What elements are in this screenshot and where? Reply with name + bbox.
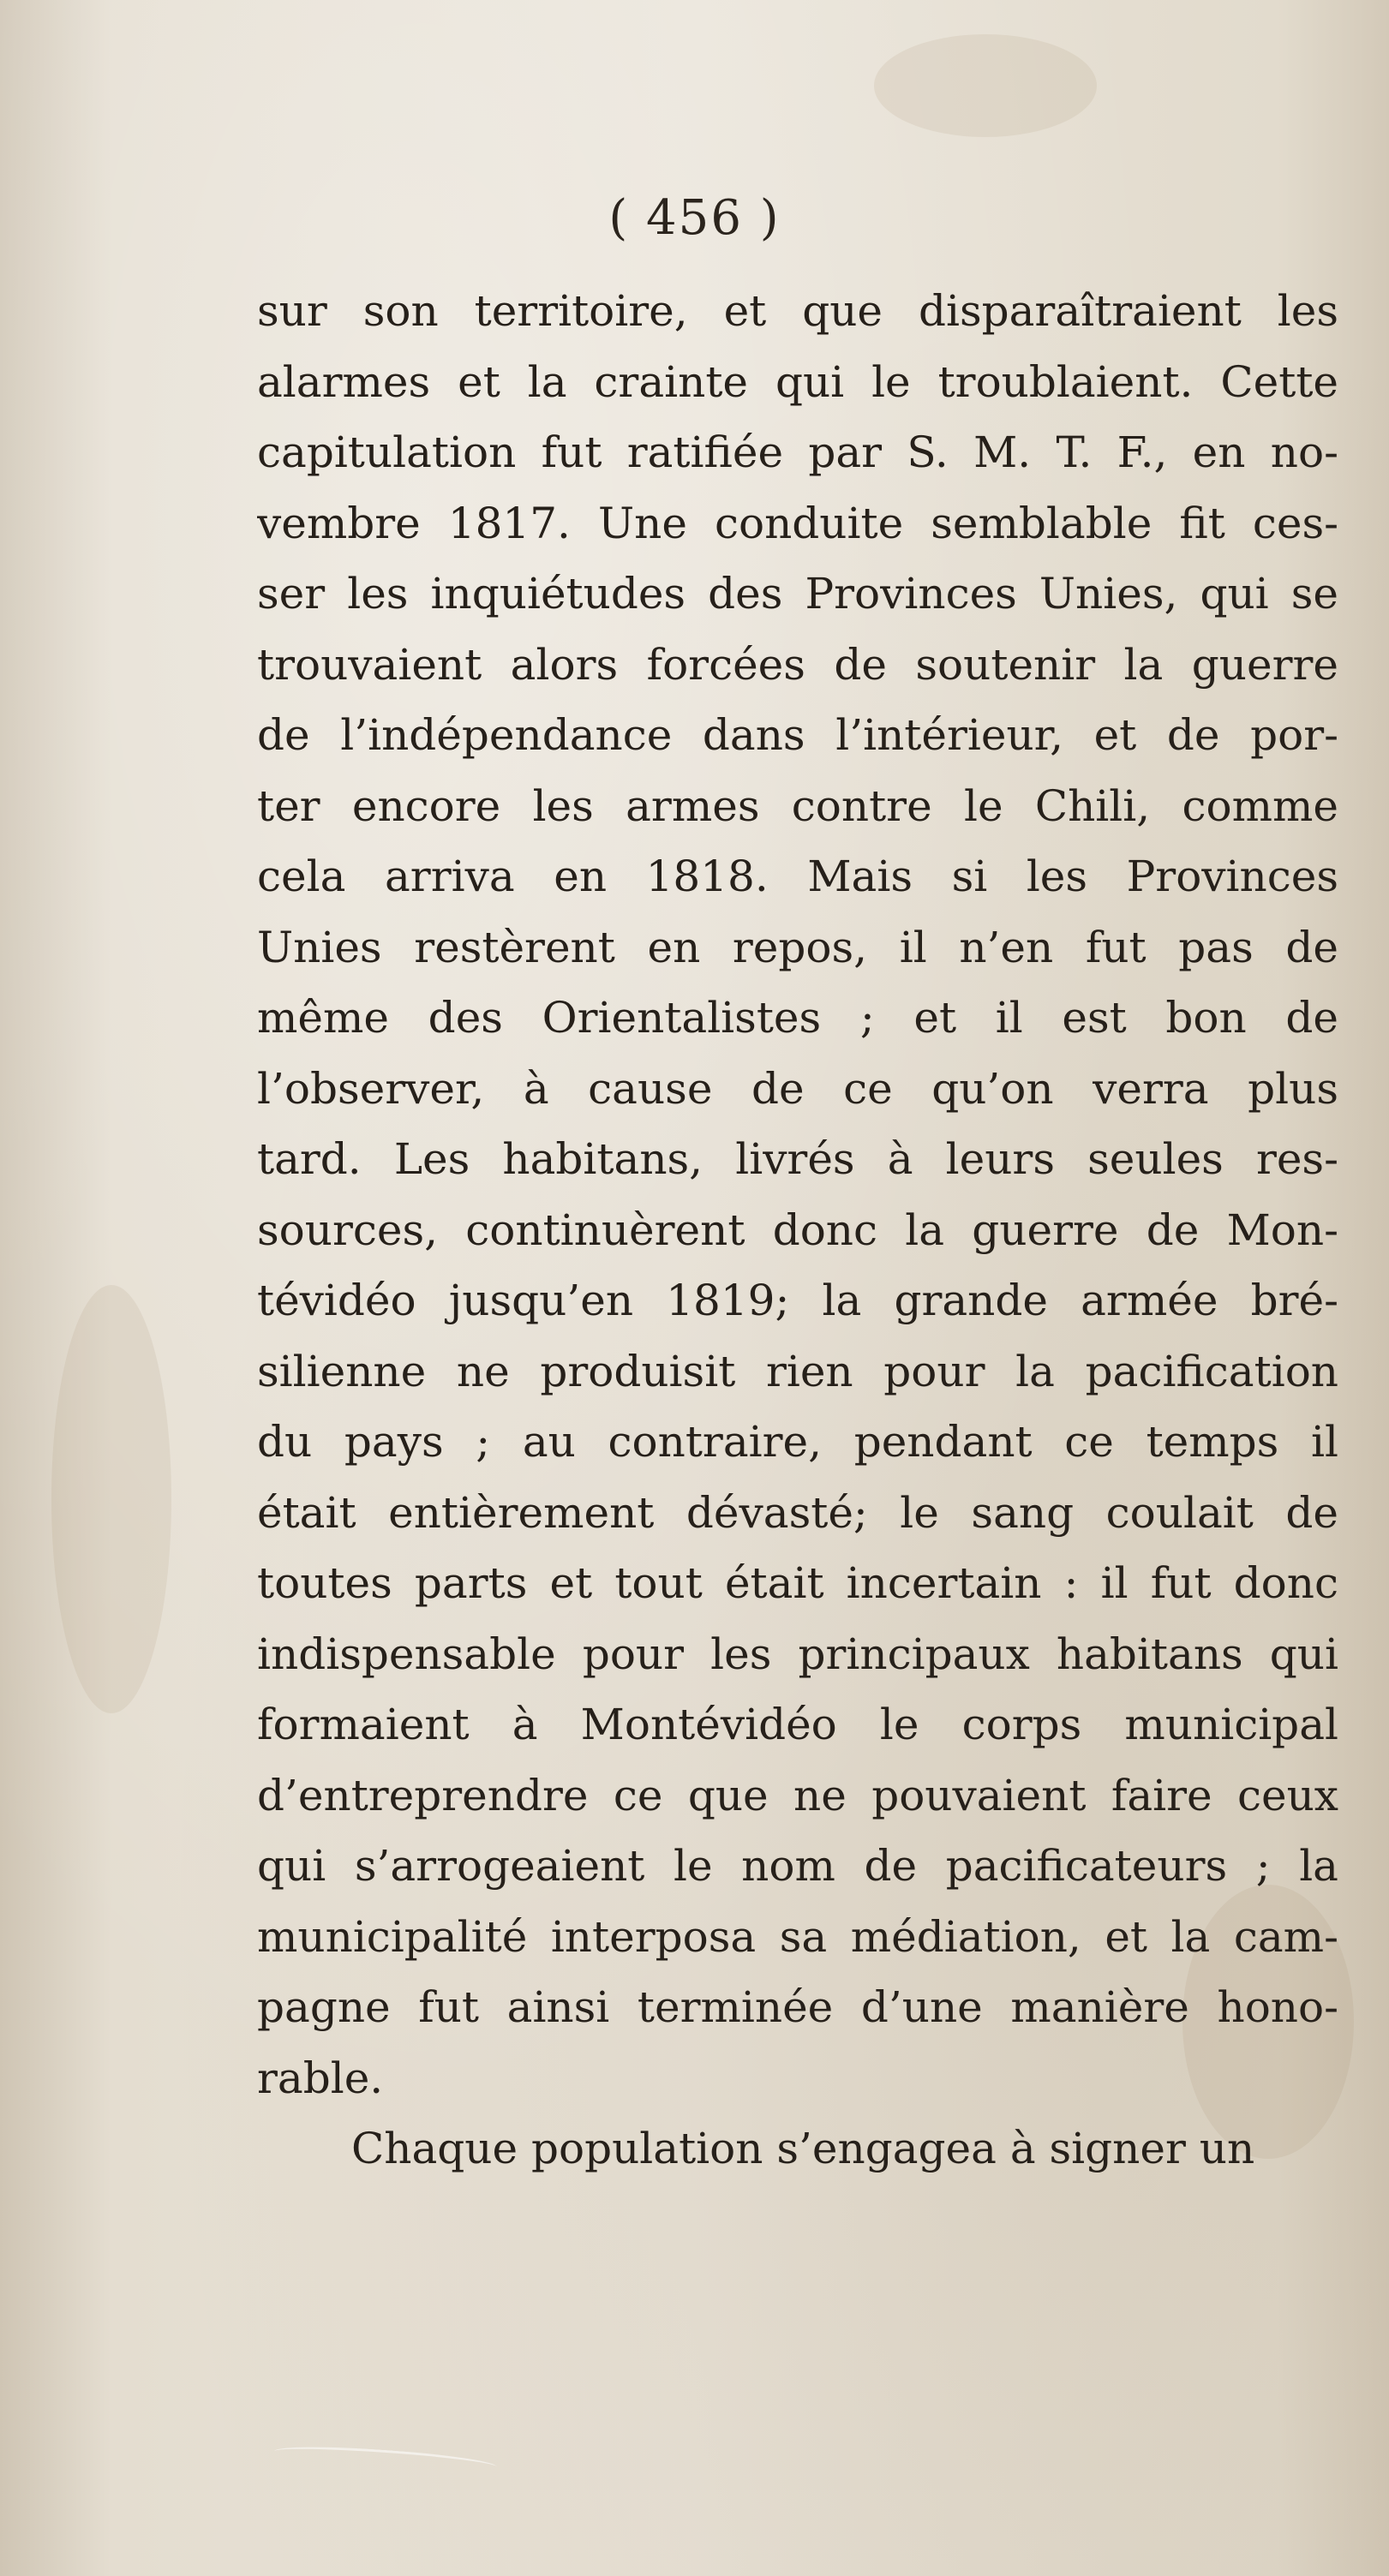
text-line: rable. (257, 2053, 384, 2103)
text-line: tard. Les habitans, livrés à leurs seules res- (257, 1134, 1338, 1184)
text-line: d’entreprendre ce que ne pouvaient faire ceux (257, 1770, 1338, 1820)
text-line: toutes parts et tout était incertain : il fut donc (257, 1558, 1338, 1608)
text-line: de l’indépendance dans l’intérieur, et de por- (257, 710, 1338, 760)
text-line: tévidéo jusqu’en 1819; la grande armée bré- (257, 1276, 1338, 1325)
text-line: capitulation fut ratifiée par S. M. T. F., en no- (257, 427, 1338, 477)
paper-stain (51, 1285, 171, 1713)
text-line: vembre 1817. Une conduite semblable fit ces- (257, 498, 1338, 548)
paper-crease (274, 2442, 498, 2476)
page-number: ( 456 ) (608, 190, 781, 246)
text-line: qui s’arrogeaient le nom de pacificateurs ; la (257, 1841, 1338, 1891)
text-line: alarmes et la crainte qui le troublaient. Cette (257, 356, 1338, 407)
text-line: ser les inquiétudes des Provinces Unies, qui se (257, 569, 1338, 619)
text-line: silienne ne produisit rien pour la pacification (257, 1346, 1338, 1396)
text-line: indispensable pour les principaux habitans qui (257, 1629, 1338, 1679)
text-line: du pays ; au contraire, pendant ce temps il (257, 1417, 1338, 1467)
text-line: trouvaient alors forcées de soutenir la guerre (257, 639, 1338, 690)
text-line: était entièrement dévasté; le sang coulait de (257, 1487, 1338, 1538)
text-line: sources, continuèrent donc la guerre de Mon- (257, 1204, 1338, 1255)
text-line: ter encore les armes contre le Chili, comme (257, 780, 1338, 831)
paper-stain (874, 34, 1097, 137)
text-line: Unies restèrent en repos, il n’en fut pas de (257, 922, 1338, 972)
body-text (257, 276, 1338, 2185)
text-line: formaient à Montévidéo le corps municipal (257, 1700, 1338, 1749)
text-line: municipalité interposa sa médiation, et la cam- (257, 1911, 1338, 1962)
text-line: pagne fut ainsi terminée d’une manière hono- (257, 1982, 1338, 2032)
text-line: l’observer, à cause de ce qu’on verra plus (257, 1063, 1338, 1114)
text-line: sur son territoire, et que disparaîtraient les (257, 286, 1338, 336)
text-line: même des Orientalistes ; et il est bon de (257, 993, 1338, 1043)
text-line: cela arriva en 1818. Mais si les Provinces (257, 852, 1338, 901)
text-line: Chaque population s’engagea à signer un (351, 2124, 1255, 2173)
